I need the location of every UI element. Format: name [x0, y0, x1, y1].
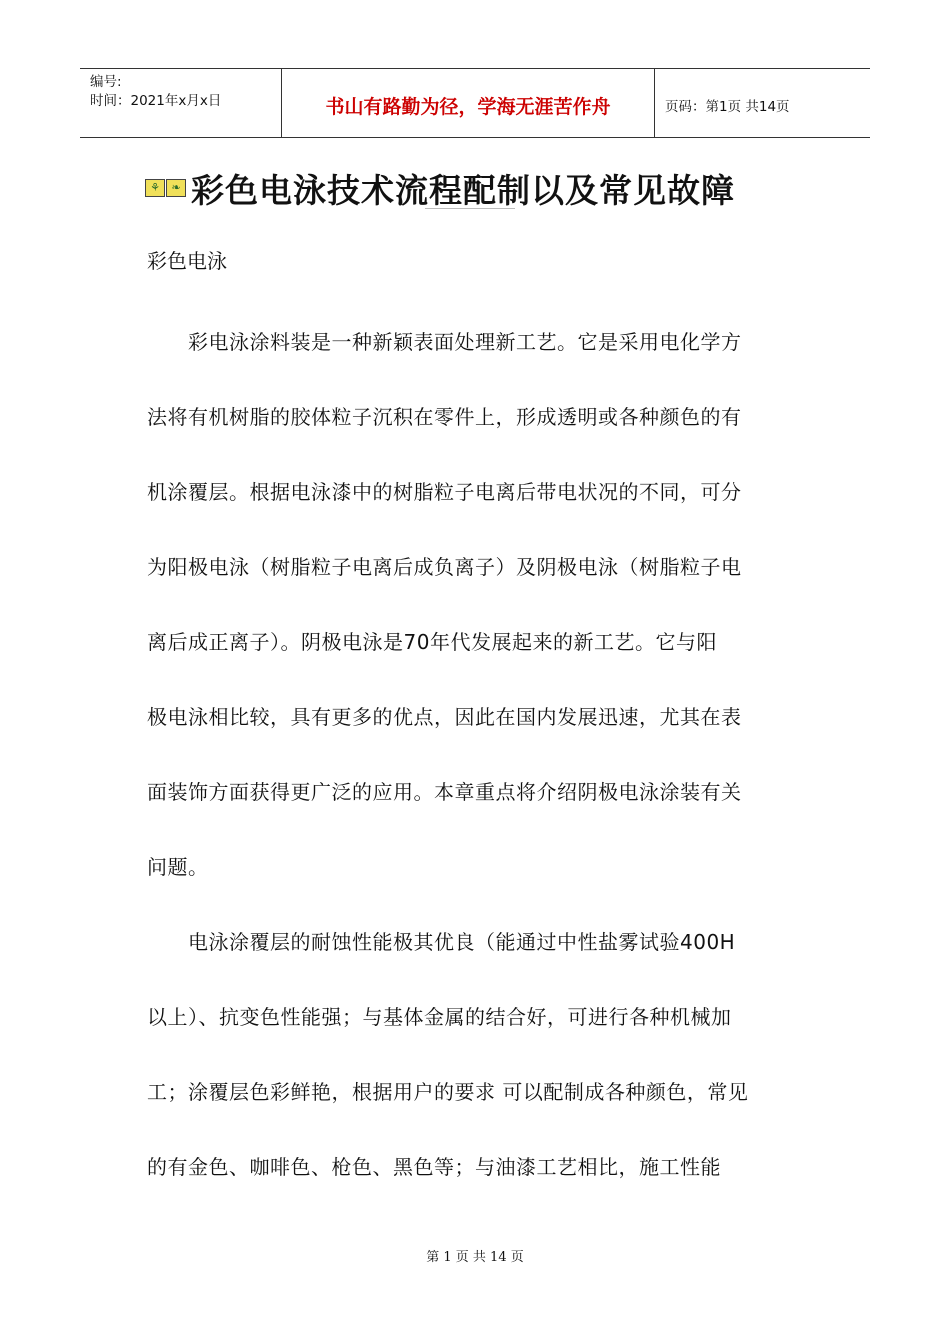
date-label: 时间：2021年x月x日	[90, 93, 222, 109]
body-line: 问题。	[147, 855, 209, 879]
body-line: 工；涂覆层色彩鲜艳，根据用户的要求 可以配制成各种颜色，常见	[147, 1080, 749, 1104]
title-underline	[425, 208, 515, 209]
page-code: 页码：第1页 共14页	[665, 99, 790, 115]
body-line: 机涂覆层。根据电泳漆中的树脂粒子电离后带电状况的不同，可分	[147, 480, 742, 504]
body-line: 为阳极电泳（树脂粒子电离后成负离子）及阴极电泳（树脂粒子电	[147, 555, 742, 579]
body-line: 极电泳相比较，具有更多的优点，因此在国内发展迅速，尤其在表	[147, 705, 742, 729]
page-title: 彩色电泳技术流程配制以及常见故障	[191, 170, 735, 210]
motto: 书山有路勤为径，学海无涯苦作舟	[281, 69, 655, 137]
body-line: 电泳涂覆层的耐蚀性能极其优良（能通过中性盐雾试验400H	[147, 930, 736, 954]
body-line: 彩电泳涂料装是一种新颖表面处理新工艺。它是采用电化学方	[147, 330, 742, 354]
body-line: 以上）、抗变色性能强；与基体金属的结合好，可进行各种机械加	[147, 1005, 732, 1029]
leaf-icon: ❧	[166, 179, 186, 197]
body-line: 法将有机树脂的胶体粒子沉积在零件上，形成透明或各种颜色的有	[147, 405, 742, 429]
body-line: 的有金色、咖啡色、枪色、黑色等；与油漆工艺相比，施工性能	[147, 1155, 721, 1179]
title-icons	[145, 179, 187, 197]
section-subtitle: 彩色电泳	[147, 249, 227, 273]
link-icon: ⚘	[145, 179, 165, 197]
body-line: 离后成正离子）。阴极电泳是70年代发展起来的新工艺。它与阳	[147, 630, 717, 654]
header-left-cell	[80, 69, 281, 137]
header-table	[80, 68, 870, 138]
body-line: 面装饰方面获得更广泛的应用。本章重点将介绍阴极电泳涂装有关	[147, 780, 742, 804]
serial-label: 编号:	[90, 74, 122, 90]
body-text	[147, 322, 817, 1222]
page-footer: 第 1 页 共 14 页	[426, 1250, 524, 1265]
